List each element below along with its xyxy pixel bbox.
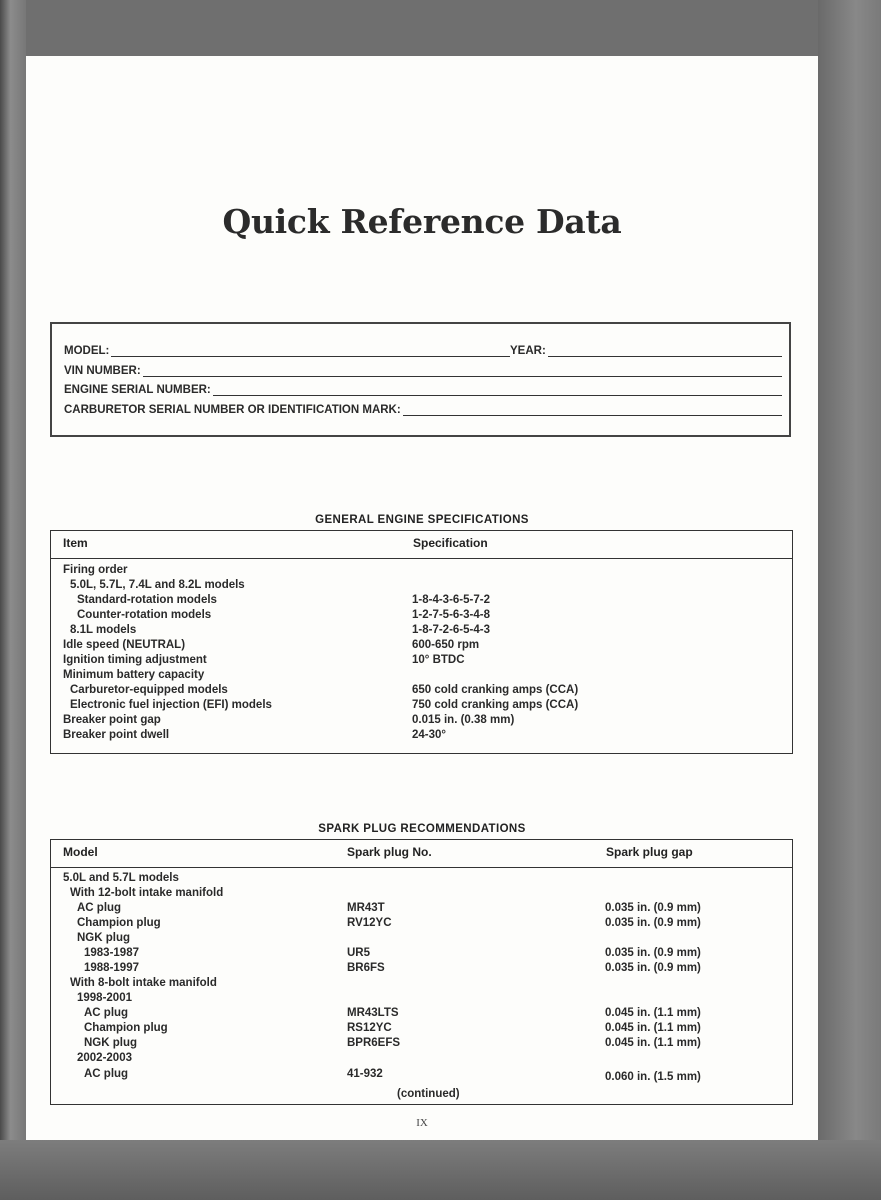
table-row [51,698,792,713]
vin-blank [143,364,782,377]
row-item: Firing order [63,564,128,576]
carburetor-blank [403,403,782,416]
row-model: 5.0L and 5.7L models [63,872,179,884]
row-item: 5.0L, 5.7L, 7.4L and 8.2L models [70,579,245,591]
engine-serial-field [64,383,782,396]
row-model: 1983-1987 [84,947,139,959]
carburetor-label: CARBURETOR SERIAL NUMBER OR IDENTIFICATION MARK: [64,404,401,416]
row-spec: 1-2-7-5-6-3-4-8 [412,609,490,621]
row-model: With 12-bolt intake manifold [70,887,224,899]
row-plug: RS12YC [347,1022,392,1034]
row-spec: 650 cold cranking amps (CCA) [412,684,579,696]
model-label: MODEL: [64,345,110,357]
table-row [51,563,792,578]
continued-row [51,1087,792,1102]
row-model: AC plug [77,902,122,914]
row-spec: 750 cold cranking amps (CCA) [412,699,579,711]
row-plug: BPR6EFS [347,1037,401,1049]
header-model: Model [63,845,98,859]
row-model: Champion plug [77,917,161,929]
carburetor-field [64,403,782,416]
row-item: Standard-rotation models [77,594,217,606]
table-row [51,886,792,901]
identification-form [50,322,791,437]
document-page [26,56,818,1140]
row-gap: 0.045 in. (1.1 mm) [605,1007,701,1019]
table-row [51,946,792,961]
table-row [51,638,792,653]
header-plug-number: Spark plug No. [347,845,432,859]
header-plug-gap: Spark plug gap [606,845,693,859]
row-gap: 0.045 in. (1.1 mm) [605,1037,701,1049]
table-row [51,871,792,886]
row-model: With 8-bolt intake manifold [70,977,217,989]
model-field [64,344,510,357]
row-model: 1998-2001 [77,992,132,1004]
spark-plug-table [50,839,793,1105]
row-spec: 0.015 in. (0.38 mm) [412,714,515,726]
row-item: Carburetor-equipped models [70,684,228,696]
row-model: NGK plug [84,1037,138,1049]
row-item: Breaker point gap [63,714,161,726]
row-item: Idle speed (NEUTRAL) [63,639,186,651]
header-item: Item [63,536,88,550]
table-row [51,683,792,698]
scan-edge-bottom [0,1140,881,1200]
row-plug: BR6FS [347,962,385,974]
table-row [51,578,792,593]
table-row [51,901,792,916]
row-gap: 0.035 in. (0.9 mm) [605,947,701,959]
table-row [51,916,792,931]
vin-label: VIN NUMBER: [64,365,141,377]
continued-note: (continued) [397,1088,460,1100]
row-item: Breaker point dwell [63,729,170,741]
page-number: IX [416,1117,428,1129]
table-row [51,608,792,623]
table-row [51,1036,792,1051]
row-plug: UR5 [347,947,371,959]
row-model: 2002-2003 [77,1052,132,1064]
row-item: Electronic fuel injection (EFI) models [70,699,272,711]
row-item: Ignition timing adjustment [63,654,207,666]
general-specs-table [50,530,793,754]
table-row [51,1021,792,1036]
scan-edge-left [0,0,26,1200]
row-model: NGK plug [77,932,131,944]
row-spec: 24-30° [412,729,447,741]
row-model: 1988-1997 [84,962,139,974]
spark-plug-title: SPARK PLUG RECOMMENDATIONS [318,823,526,835]
year-field [510,344,782,357]
row-gap: 0.035 in. (0.9 mm) [605,962,701,974]
row-plug: RV12YC [347,917,392,929]
table-row [51,991,792,1006]
row-gap: 0.060 in. (1.5 mm) [605,1071,701,1083]
row-plug: MR43LTS [347,1007,399,1019]
spark-plug-header [51,840,792,868]
table-row [51,728,792,743]
engine-serial-label: ENGINE SERIAL NUMBER: [64,384,211,396]
table-row [51,713,792,728]
year-blank [548,344,782,357]
row-spec: 10° BTDC [412,654,465,666]
row-plug: MR43T [347,902,385,914]
table-row [51,1006,792,1021]
row-item: 8.1L models [70,624,137,636]
scan-edge-right [818,0,881,1200]
row-gap: 0.045 in. (1.1 mm) [605,1022,701,1034]
table-row [51,668,792,683]
row-model: AC plug [84,1007,129,1019]
table-row [51,1067,792,1082]
table-row [51,931,792,946]
vin-field [64,364,782,377]
row-item: Minimum battery capacity [63,669,205,681]
header-specification: Specification [413,536,488,550]
year-label: YEAR: [510,345,546,357]
general-specs-header [51,531,792,559]
engine-serial-blank [213,383,782,396]
table-row [51,623,792,638]
general-specs-title: GENERAL ENGINE SPECIFICATIONS [315,514,529,526]
row-model: Champion plug [84,1022,168,1034]
row-item: Counter-rotation models [77,609,212,621]
table-row [51,976,792,991]
row-plug: 41-932 [347,1068,383,1080]
row-gap: 0.035 in. (0.9 mm) [605,902,701,914]
row-model: AC plug [84,1068,129,1080]
page-title: Quick Reference Data [222,202,622,241]
row-spec: 600-650 rpm [412,639,480,651]
model-blank [111,344,510,357]
spark-plug-body [51,868,792,1102]
table-row [51,593,792,608]
table-row [51,1051,792,1066]
table-row [51,653,792,668]
table-row [51,961,792,976]
row-gap: 0.035 in. (0.9 mm) [605,917,701,929]
row-spec: 1-8-4-3-6-5-7-2 [412,594,490,606]
row-spec: 1-8-7-2-6-5-4-3 [412,624,490,636]
general-specs-body [51,559,792,743]
